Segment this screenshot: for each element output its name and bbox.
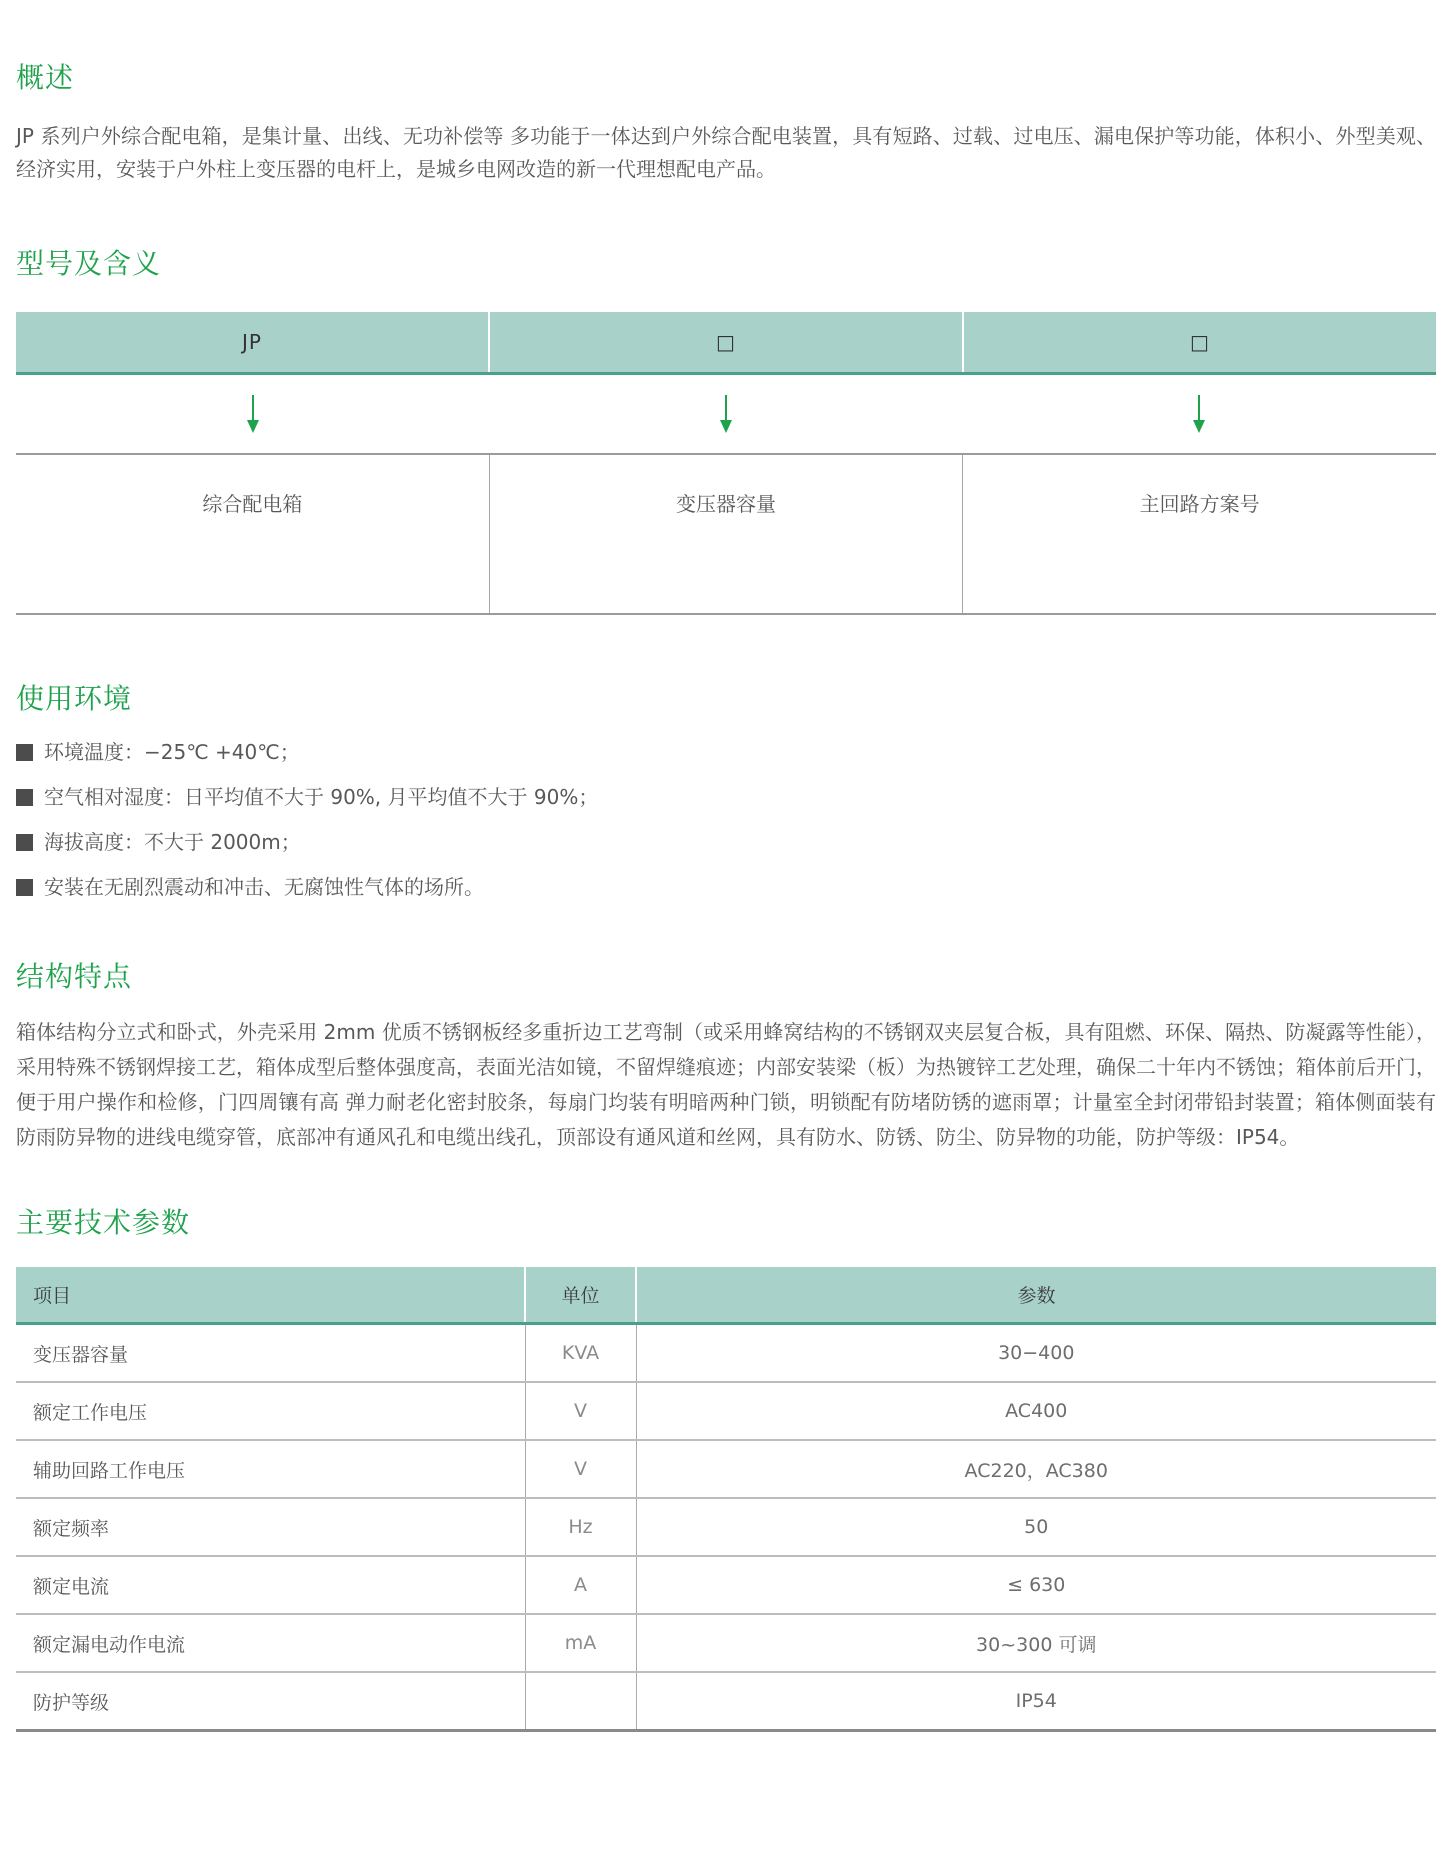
parameter-name: 辅助回路工作电压	[16, 1440, 525, 1498]
environment-section	[16, 681, 1436, 897]
environment-list-item	[16, 877, 1436, 897]
down-arrow-icon	[1191, 394, 1207, 434]
model-designation-table	[16, 312, 1436, 615]
overview-paragraph: JP 系列户外综合配电箱，是集计量、出线、无功补偿等 多功能于一体达到户外综合配电装置，具有短路、过载、过电压、漏电保护等功能，体积小、外型美观、经济实用，安装于户外柱上变压器的电杆上，是城乡电网改造的新一代理想配电产品。	[16, 124, 1436, 181]
parameter-name: 额定频率	[16, 1498, 525, 1556]
column-header-value: 参数	[636, 1267, 1436, 1324]
model-meaning-cell	[16, 455, 489, 613]
parameter-value: AC220，AC380	[636, 1440, 1436, 1498]
parameter-name: 额定工作电压	[16, 1382, 525, 1440]
square-bullet-icon	[16, 879, 33, 896]
parameter-value: 50	[636, 1498, 1436, 1556]
table-row	[16, 1382, 1436, 1440]
table-row	[16, 1614, 1436, 1672]
square-bullet-icon	[16, 744, 33, 761]
parameters-table-head	[16, 1267, 1436, 1324]
parameter-unit: mA	[525, 1614, 636, 1672]
parameters-section	[16, 1205, 1436, 1732]
parameter-unit: KVA	[525, 1324, 636, 1383]
overview-section	[16, 0, 1436, 186]
parameters-table-body	[16, 1324, 1436, 1731]
parameter-unit: V	[525, 1440, 636, 1498]
down-arrow-icon	[245, 394, 261, 434]
parameter-name: 额定电流	[16, 1556, 525, 1614]
square-bullet-icon	[16, 834, 33, 851]
environment-list-item	[16, 787, 1436, 807]
model-section	[16, 246, 1436, 615]
down-arrow-icon	[718, 394, 734, 434]
model-code: JP	[242, 330, 262, 354]
parameters-table	[16, 1267, 1436, 1732]
model-meaning-label: 变压器容量	[676, 492, 776, 516]
model-arrow-row	[16, 375, 1436, 453]
model-code: □	[1190, 330, 1210, 354]
parameter-unit	[525, 1672, 636, 1731]
model-arrow-cell	[16, 375, 489, 453]
parameter-unit: Hz	[525, 1498, 636, 1556]
parameter-unit: V	[525, 1382, 636, 1440]
model-meaning-label: 主回路方案号	[1139, 492, 1260, 516]
model-code: □	[716, 330, 736, 354]
model-arrow-cell	[489, 375, 962, 453]
model-meaning-row	[16, 453, 1436, 615]
structure-heading: 结构特点	[16, 960, 133, 993]
parameter-unit: A	[525, 1556, 636, 1614]
parameter-value: AC400	[636, 1382, 1436, 1440]
model-meaning-cell	[489, 455, 963, 613]
structure-section	[16, 959, 1436, 1155]
parameter-value: IP54	[636, 1672, 1436, 1731]
table-row	[16, 1498, 1436, 1556]
parameter-name: 防护等级	[16, 1672, 525, 1731]
model-heading: 型号及含义	[16, 247, 162, 280]
parameter-value: 30~300 可调	[636, 1614, 1436, 1672]
table-row	[16, 1556, 1436, 1614]
square-bullet-icon	[16, 789, 33, 806]
environment-item-text: 安装在无剧烈震动和冲击、无腐蚀性气体的场所。	[44, 875, 484, 899]
parameter-name: 变压器容量	[16, 1324, 525, 1383]
datasheet-page	[16, 0, 1436, 1732]
model-code-cell	[488, 312, 962, 372]
parameter-value: 30−400	[636, 1324, 1436, 1383]
environment-item-text: 空气相对湿度：日平均值不大于 90%, 月平均值不大于 90%；	[44, 785, 599, 809]
environment-list-item	[16, 742, 1436, 762]
environment-list-item	[16, 832, 1436, 852]
model-arrow-cell	[963, 375, 1436, 453]
model-code-row	[16, 312, 1436, 375]
parameters-heading: 主要技术参数	[16, 1206, 191, 1239]
model-meaning-label: 综合配电箱	[202, 492, 303, 516]
environment-item-text: 环境温度：−25℃ +40℃；	[44, 740, 300, 764]
environment-item-text: 海拔高度：不大于 2000m；	[44, 830, 301, 854]
table-row	[16, 1324, 1436, 1383]
parameter-value: ≤ 630	[636, 1556, 1436, 1614]
model-code-cell	[962, 312, 1436, 372]
overview-heading: 概述	[16, 61, 75, 94]
structure-paragraph: 箱体结构分立式和卧式，外壳采用 2mm 优质不锈钢板经多重折边工艺弯制（或采用蜂窝结构的不锈钢双夹层复合板，具有阻燃、环保、隔热、防凝露等性能），采用特殊不锈钢焊接工艺，箱体成型后整体强度高，表面光洁如镜，不留焊缝痕迹；内部安装梁（板）为热镀锌工艺处理，确保二十年内不锈蚀；箱体前后开门，便于用户操作和检修，门四周镶有高 弹力耐老化密封胶条，每扇门均装有明暗两种门锁，明锁配有防堵防锈的遮雨罩；计量室全封闭带铅封装置；箱体侧面装有防雨防异物的进线电缆穿管，底部冲有通风孔和电缆出线孔，顶部设有通风道和丝网，具有防水、防锈、防尘、防异物的功能，防护等级：IP54。	[16, 1020, 1436, 1149]
environment-heading: 使用环境	[16, 682, 133, 715]
table-row	[16, 1440, 1436, 1498]
model-meaning-cell	[962, 455, 1436, 613]
parameter-name: 额定漏电动作电流	[16, 1614, 525, 1672]
model-code-cell	[16, 312, 488, 372]
column-header-item: 项目	[16, 1267, 525, 1324]
table-row	[16, 1672, 1436, 1731]
parameters-header-row	[16, 1267, 1436, 1324]
environment-list	[16, 742, 1436, 897]
column-header-unit: 单位	[525, 1267, 636, 1324]
